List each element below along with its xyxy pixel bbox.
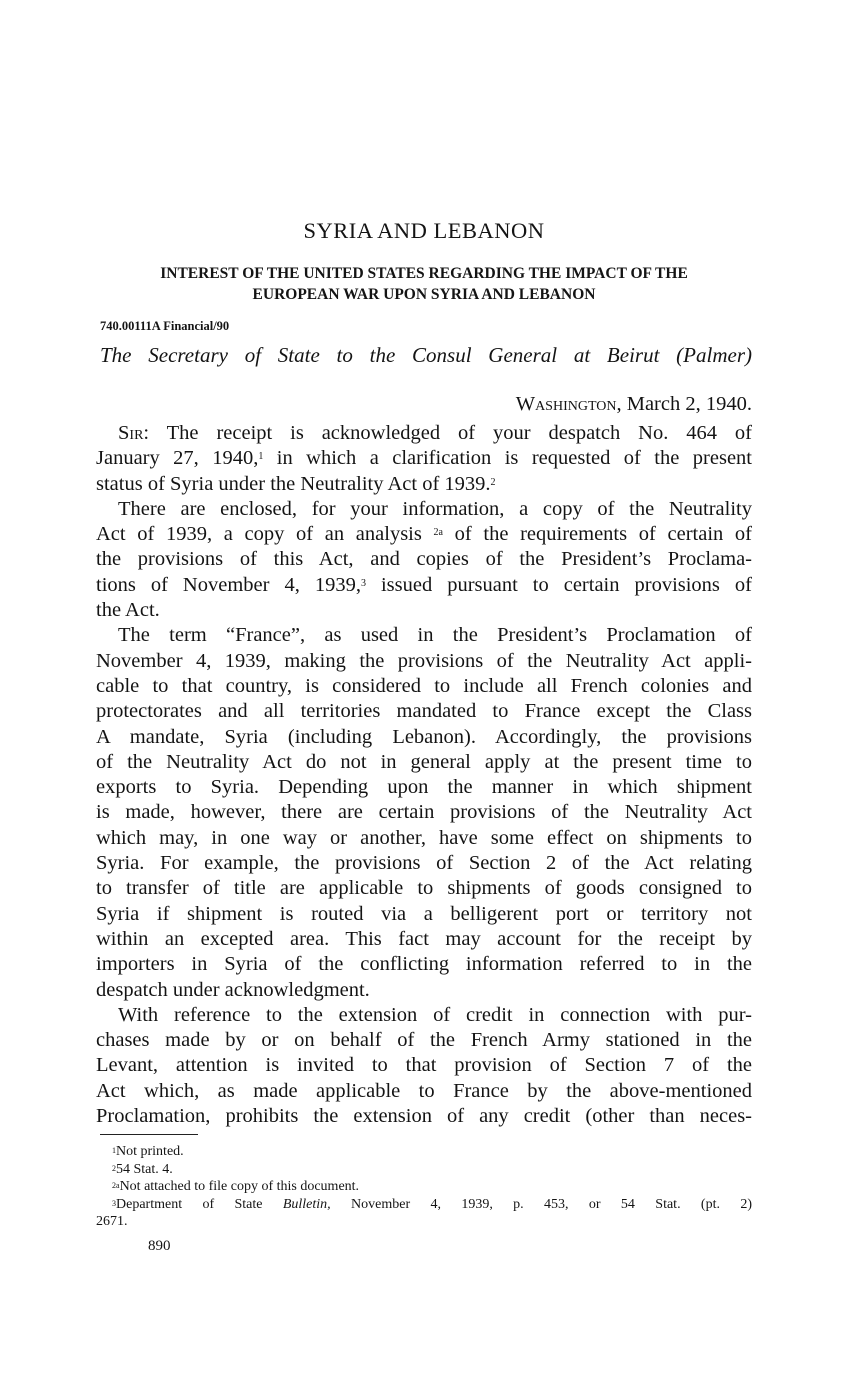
paragraph-line: to transfer of title are applicable to shipments of goods consigned to [96, 877, 752, 900]
paragraph-line: Act which, as made applicable to France by the above-mentioned [96, 1079, 752, 1102]
paragraph-line: January 27, 1940,$^1$ in which a clarification is requested of the present [96, 447, 752, 470]
section-subtitle [96, 263, 752, 305]
footnote-ref: 3 [360, 577, 366, 589]
footnote: $^1$Not printed. [112, 1144, 184, 1159]
footnote-divider [100, 1134, 198, 1135]
subtitle-line: EUROPEAN WAR UPON SYRIA AND LEBANON [252, 286, 596, 303]
file-reference: 740.00111A Financial/90 [100, 319, 230, 333]
dateline-place: Washington, [515, 393, 622, 415]
paragraph-line: Syria if shipment is routed via a belligerent port or territory not [96, 902, 752, 925]
paragraph-line: despatch under acknowledgment. [96, 978, 370, 1001]
paragraph-line: Proclamation, prohibits the extension of any credit (other than neces- [96, 1105, 752, 1128]
paragraph-line: the provisions of this Act, and copies of the President’s Proclama- [96, 548, 752, 571]
footnote-ref: 2a [433, 527, 443, 539]
salutation: Sir: [118, 422, 150, 444]
footnote-ref: 1 [258, 451, 264, 463]
page-title: SYRIA AND LEBANON [303, 218, 545, 243]
paragraph-line: status of Syria under the Neutrality Act of 1939.$^2$ [96, 472, 496, 495]
footnote-continuation: 2671. [96, 1214, 128, 1229]
footnote: $^2$54 Stat. 4. [112, 1161, 173, 1177]
paragraph-line: Levant, attention is invited to that provision of Section 7 of the [96, 1054, 752, 1077]
dateline-date: March 2, 1940. [626, 393, 752, 415]
paragraph-line: chases made by or on behalf of the French Army stationed in the [96, 1029, 752, 1052]
footnote: $^3$Department of State Bulletin, November 4, 1939, p. 453, or 54 Stat. (pt. 2) [112, 1196, 752, 1212]
paragraph-line: Act of 1939, a copy of an analysis $^{2a}$ of the requirements of certain of [96, 523, 753, 546]
paragraph-line: tions of November 4, 1939,$^3$ issued pursuant to certain provisions of [96, 573, 752, 596]
paragraph-line: Sir: The receipt is acknowledged of your despatch No. 464 of [118, 422, 752, 444]
paragraph-line: of the Neutrality Act do not in general apply at the present time to [96, 750, 752, 773]
paragraph-line: Syria. For example, the provisions of Section 2 of the Act relating [96, 852, 752, 875]
dateline [516, 393, 752, 416]
paragraph-line: There are enclosed, for your information, a copy of the Neutrality [118, 497, 752, 520]
letter-body [96, 421, 752, 1129]
paragraph-line: which may, in one way or another, have some effect on shipments to [96, 826, 752, 849]
subtitle-line: INTEREST OF THE UNITED STATES REGARDING THE IMPACT OF THE [160, 265, 688, 282]
footnote: $^{2a}$Not attached to file copy of this document. [112, 1179, 360, 1194]
paragraph-line: A mandate, Syria (including Lebanon). Accordingly, the provisions [96, 725, 752, 748]
paragraph-line: cable to that country, is considered to include all French colonies and [96, 674, 752, 697]
paragraph-line: protectorates and all territories mandated to France except the Class [96, 700, 752, 723]
paragraph-line: the Act. [96, 599, 160, 622]
paragraph-line: importers in Syria of the conflicting information referred to in the [96, 953, 752, 976]
footnote-ref: 2 [490, 476, 496, 488]
page-number: 890 [148, 1238, 171, 1254]
paragraph-line: With reference to the extension of credit in connection with pur- [118, 1003, 752, 1026]
paragraph-line: within an excepted area. This fact may account for the receipt by [96, 927, 752, 950]
paragraph-line: The term “France”, as used in the President’s Proclamation of [118, 624, 752, 647]
paragraph-line: is made, however, there are certain provisions of the Neutrality Act [96, 801, 752, 824]
paragraph-line: exports to Syria. Depending upon the manner in which shipment [96, 776, 752, 799]
paragraph-line: November 4, 1939, making the provisions of the Neutrality Act appli- [96, 649, 752, 672]
document-heading: The Secretary of State to the Consul General at Beirut (Palmer) [100, 343, 752, 367]
footnotes [96, 1143, 752, 1231]
